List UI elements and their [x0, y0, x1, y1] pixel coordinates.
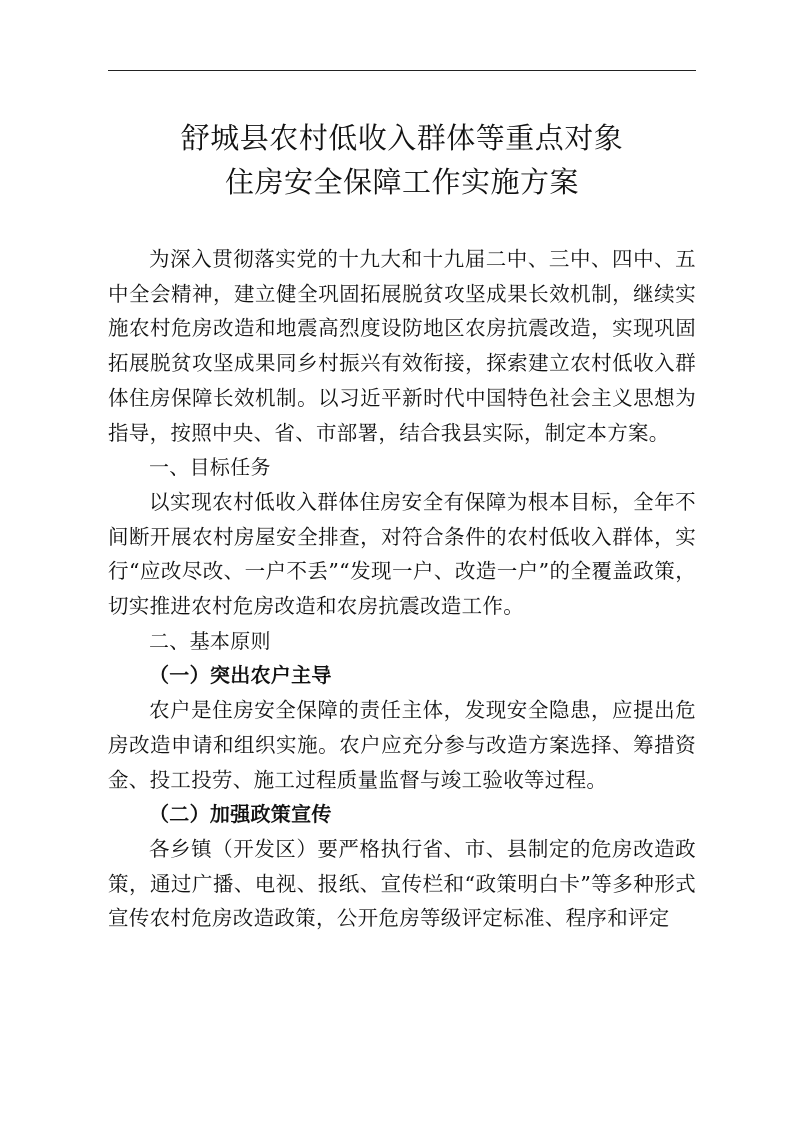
section-heading-principles: 二、基本原则 [149, 628, 271, 653]
goals-paragraph: 以实现农村低收入群体住房安全有保障为根本目标，全年不间断开展农村房屋安全排查，对符合条件的农村低收入群体，实行“应改尽改、一户不丢”“发现一户、改造一户”的全覆盖政策，切实推进农村危房改造和农房抗震改造工作。 [108, 489, 696, 619]
subheading-policy-promotion: （二）加强政策宣传 [149, 802, 332, 827]
farmer-led-paragraph: 农户是住房安全保障的责任主体，发现安全隐患，应提出危房改造申请和组织实施。农户应充分参与改造方案选择、筹措资金、投工投劳、施工过程质量监督与竣工验收等过程。 [108, 698, 696, 792]
header-rule [108, 70, 696, 71]
document-title-line-1: 舒城县农村低收入群体等重点对象 [180, 121, 624, 155]
subheading-farmer-led: （一）突出农户主导 [149, 663, 332, 688]
document-body [108, 242, 696, 936]
policy-promotion-paragraph: 各乡镇（开发区）要严格执行省、市、县制定的危房改造政策，通过广播、电视、报纸、宣传栏和“政策明白卡”等多种形式宣传农村危房改造政策，公开危房等级评定标准、程序和评定 [108, 836, 696, 931]
document-title-line-2: 住房安全保障工作实施方案 [224, 165, 579, 199]
section-heading-goals: 一、目标任务 [149, 455, 271, 480]
intro-paragraph: 为深入贯彻落实党的十九大和十九届二中、三中、四中、五中全会精神，建立健全巩固拓展脱贫攻坚成果长效机制，继续实施农村危房改造和地震高烈度设防地区农房抗震改造，实现巩固拓展脱贫攻坚成果同乡村振兴有效衔接，探索建立农村低收入群体住房保障长效机制。以习近平新时代中国特色社会主义思想为指导，按照中央、省、市部署，结合我县实际，制定本方案。 [108, 247, 696, 445]
